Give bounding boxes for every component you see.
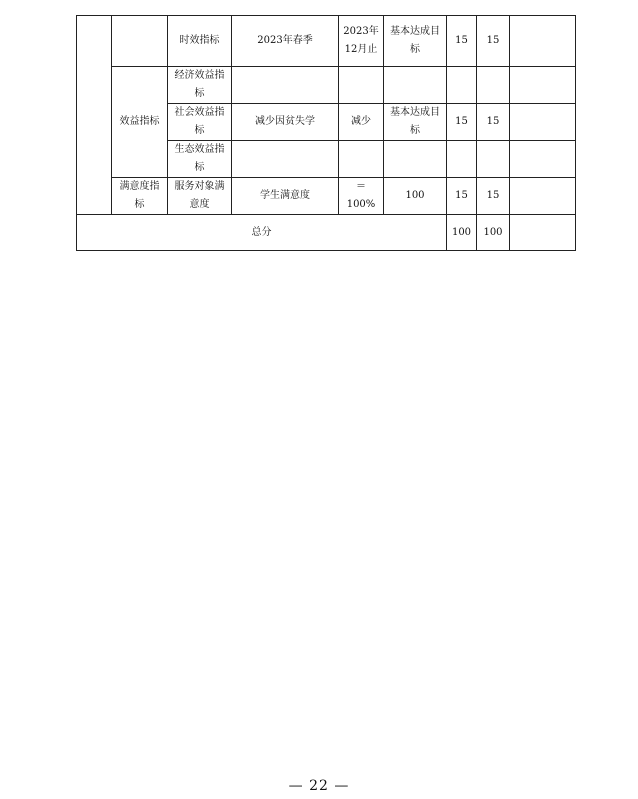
total-label-cell: 总分 xyxy=(77,215,447,251)
remark-cell xyxy=(510,215,576,251)
total-score-cell: 100 xyxy=(477,215,510,251)
weight-cell xyxy=(447,141,477,178)
level1-category-cell xyxy=(77,16,112,215)
indicator-cell: 经济效益指标 xyxy=(168,67,232,104)
weight-cell xyxy=(447,67,477,104)
actual-cell: 基本达成目标 xyxy=(384,16,447,67)
level2-category-cell xyxy=(112,16,168,67)
target-cell xyxy=(339,141,384,178)
table-row-satisfaction xyxy=(77,178,576,215)
actual-cell: 基本达成目标 xyxy=(384,104,447,141)
actual-cell: 100 xyxy=(384,178,447,215)
content-cell: 2023年春季 xyxy=(232,16,339,67)
target-cell: ＝100% xyxy=(339,178,384,215)
score-cell xyxy=(477,141,510,178)
table-row-timeliness xyxy=(77,16,576,67)
remark-cell xyxy=(510,178,576,215)
target-cell: 2023年12月止 xyxy=(339,16,384,67)
actual-cell xyxy=(384,141,447,178)
score-cell: 15 xyxy=(477,104,510,141)
indicator-cell: 服务对象满意度 xyxy=(168,178,232,215)
actual-cell xyxy=(384,67,447,104)
remark-cell xyxy=(510,16,576,67)
table-row-total xyxy=(77,215,576,251)
indicator-cell: 社会效益指标 xyxy=(168,104,232,141)
indicator-cell: 时效指标 xyxy=(168,16,232,67)
performance-table xyxy=(76,15,576,251)
indicator-cell: 生态效益指标 xyxy=(168,141,232,178)
target-cell xyxy=(339,67,384,104)
satisfaction-category-cell: 满意度指标 xyxy=(112,178,168,215)
content-cell: 减少因贫失学 xyxy=(232,104,339,141)
total-weight-cell: 100 xyxy=(447,215,477,251)
content-cell: 学生满意度 xyxy=(232,178,339,215)
weight-cell: 15 xyxy=(447,178,477,215)
page-number: — 22 — xyxy=(288,778,350,794)
content-cell xyxy=(232,67,339,104)
remark-cell xyxy=(510,141,576,178)
weight-cell: 15 xyxy=(447,104,477,141)
benefit-category-cell: 效益指标 xyxy=(112,67,168,178)
score-cell xyxy=(477,67,510,104)
content-cell xyxy=(232,141,339,178)
table-row-economic-benefit xyxy=(77,67,576,104)
weight-cell: 15 xyxy=(447,16,477,67)
remark-cell xyxy=(510,67,576,104)
score-cell: 15 xyxy=(477,16,510,67)
target-cell: 减少 xyxy=(339,104,384,141)
remark-cell xyxy=(510,104,576,141)
score-cell: 15 xyxy=(477,178,510,215)
